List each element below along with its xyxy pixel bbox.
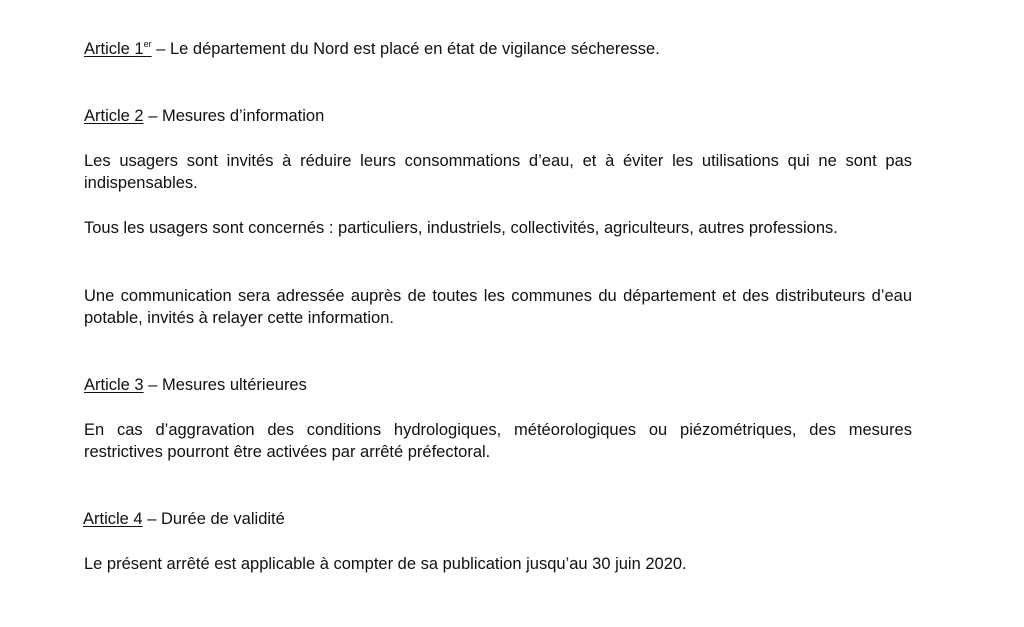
article-1-superscript: er: [143, 38, 152, 49]
article-2-separator: –: [143, 107, 162, 125]
article-4-paragraph-1: Le présent arrêté est applicable à compter de sa publication jusqu’au 30 juin 2020.: [84, 555, 687, 573]
article-1-title: Le département du Nord est placé en état de vigilance sécheresse.: [169, 40, 660, 58]
article-3-heading: [84, 374, 912, 396]
article-2-label: Article 2: [84, 107, 144, 125]
article-3-label: Article 3: [84, 376, 144, 394]
article-3-paragraph-1: En cas d’aggravation des conditions hydrologiques, météorologiques ou piézométriques, des mesures restrictives pourront être activées par arrêté préfectoral.: [84, 421, 912, 461]
article-2-paragraph-3: Une communication sera adressée auprès de toutes les communes du département et des distributeurs d’eau potable, invités à relayer cette information.: [84, 287, 912, 327]
article-4-separator: –: [142, 510, 161, 528]
article-2-title: Mesures d’information: [161, 107, 325, 125]
article-4-title: Durée de validité: [160, 510, 285, 528]
article-2-paragraph-2: Tous les usagers sont concernés : particuliers, industriels, collectivités, agriculteurs, autres professions.: [84, 219, 838, 237]
article-3-title: Mesures ultérieures: [161, 376, 307, 394]
article-2-paragraph-1: Les usagers sont invités à réduire leurs consommations d’eau, et à éviter les utilisations qui ne sont pas indispensables.: [84, 152, 912, 192]
article-3-separator: –: [143, 376, 162, 394]
article-2-heading: [84, 105, 912, 127]
article-1-heading: [84, 38, 912, 60]
article-4-label: Article 4: [83, 510, 143, 528]
article-1-label-text: Article 1: [84, 40, 144, 58]
article-1-separator: –: [151, 40, 170, 58]
article-1-label: [84, 40, 152, 58]
article-4-heading: [83, 508, 911, 530]
